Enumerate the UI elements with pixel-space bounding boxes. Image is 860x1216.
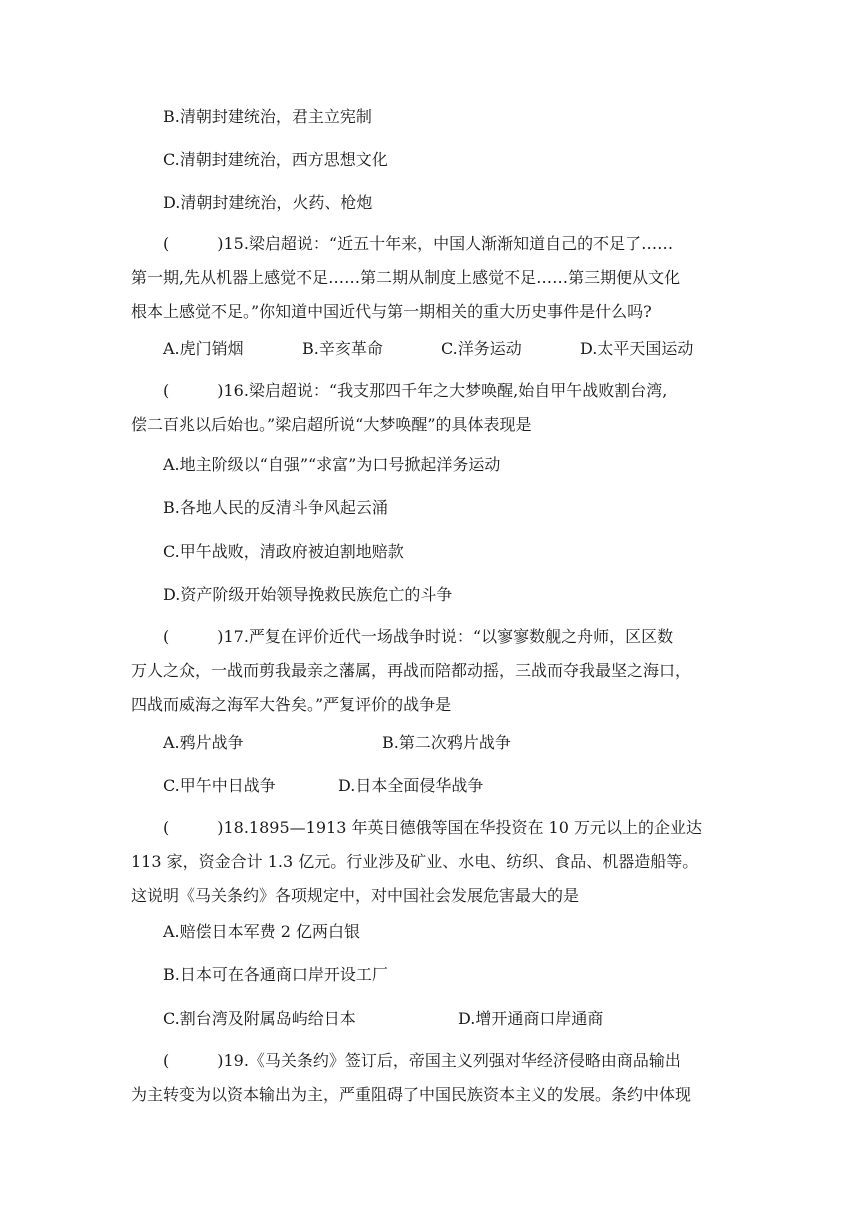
q17-line-1: ( )17.严复在评价近代一场战争时说：“以寥寥数舰之舟师，区区数 xyxy=(163,627,674,646)
q17-options-row-2 xyxy=(163,776,483,796)
q16-line-1: ( )16.梁启超说：“我支那四千年之大梦唤醒,始自甲午战败割台湾, xyxy=(163,381,668,400)
q16-option-d: D.资产阶级开始领导挽救民族危亡的斗争 xyxy=(163,585,453,604)
q18-line-1: ( )18.1895—1913 年英日德俄等国在华投资在 10 万元以上的企业达 xyxy=(163,818,702,837)
q15-option-d: D.太平天国运动 xyxy=(580,339,694,358)
q18-options-row xyxy=(163,1009,603,1029)
q16-option-c: C.甲午战败，清政府被迫割地赔款 xyxy=(163,542,404,561)
question-15 xyxy=(131,227,731,329)
q19-line-2: 为主转变为以资本输出为主，严重阻碍了中国民族资本主义的发展。条约中体现 xyxy=(131,1085,692,1104)
q15-line-1: ( )15.梁启超说：“近五十年来，中国人渐渐知道自己的不足了…… xyxy=(163,234,674,253)
q19-line-1: ( )19.《马关条约》签订后，帝国主义列强对华经济侵略由商品输出 xyxy=(163,1051,681,1070)
q18-option-b: B.日本可在各通商口岸开设工厂 xyxy=(163,965,388,984)
q15-option-a: A.虎门销烟 xyxy=(163,339,244,358)
q16-option-b: B.各地人民的反清斗争风起云涌 xyxy=(163,498,388,517)
q17-option-a: A.鸦片战争 xyxy=(163,733,244,752)
q17-options-row-1 xyxy=(163,733,511,753)
q18-option-a: A.赔偿日本军费 2 亿两白银 xyxy=(163,922,360,941)
q15-options xyxy=(163,339,693,359)
q17-line-3: 四战而威海之海军大咎矣。”严复评价的战争是 xyxy=(131,695,452,714)
question-18 xyxy=(131,811,731,913)
q16-option-a: A.地主阶级以“自强”“求富”为口号掀起洋务运动 xyxy=(163,455,501,474)
q15-line-2: 第一期,先从机器上感觉不足……第二期从制度上感觉不足……第三期便从文化 xyxy=(131,268,681,287)
q17-option-d: D.日本全面侵华战争 xyxy=(338,776,484,795)
question-16 xyxy=(131,374,731,442)
q15-option-b: B.辛亥革命 xyxy=(302,339,383,358)
q15-line-3: 根本上感觉不足。”你知道中国近代与第一期相关的重大历史事件是什么吗? xyxy=(131,302,652,321)
q17-option-c: C.甲午中日战争 xyxy=(163,776,276,795)
q18-option-c: C.割台湾及附属岛屿给日本 xyxy=(163,1009,356,1028)
q18-line-3: 这说明《马关条约》各项规定中，对中国社会发展危害最大的是 xyxy=(131,886,580,905)
question-19 xyxy=(131,1044,731,1112)
q14-option-b: B.清朝封建统治，君主立宪制 xyxy=(163,107,372,126)
question-17 xyxy=(131,620,731,722)
q14-option-c: C.清朝封建统治，西方思想文化 xyxy=(163,150,388,169)
q18-option-d: D.增开通商口岸通商 xyxy=(458,1009,604,1028)
q14-option-d: D.清朝封建统治，火药、枪炮 xyxy=(163,193,373,212)
q18-line-2: 113 家，资金合计 1.3 亿元。行业涉及矿业、水电、纺织、食品、机器造船等。 xyxy=(131,852,699,871)
q16-line-2: 偿二百兆以后始也。”梁启超所说“大梦唤醒”的具体表现是 xyxy=(131,415,532,434)
q15-option-c: C.洋务运动 xyxy=(441,339,522,358)
q17-line-2: 万人之众，一战而剪我最亲之藩属，再战而陪都动摇，三战而夺我最坚之海口， xyxy=(131,661,692,680)
q17-option-b: B.第二次鸦片战争 xyxy=(382,733,511,752)
